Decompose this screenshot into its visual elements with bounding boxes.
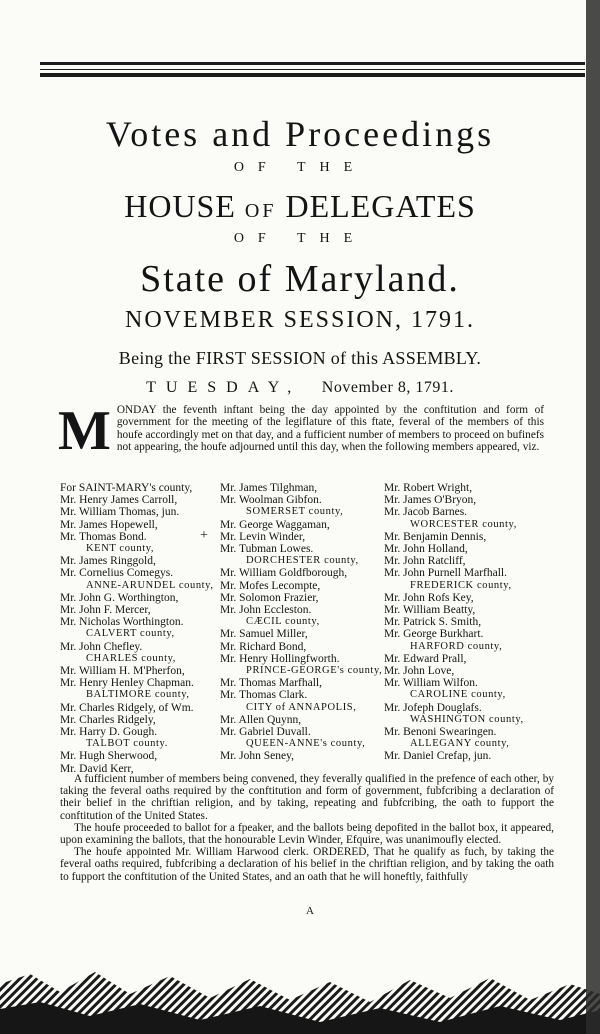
member-name: Mr. Jofeph Douglafs.: [384, 701, 482, 714]
member-name: Mr. Henry James Carroll,: [60, 494, 178, 507]
member-name: Mr. Solomon Frazier,: [220, 591, 319, 604]
county-heading: SOMERSET county,: [246, 506, 344, 518]
assembly-subtitle: Being the FIRST SESSION of this ASSEMBLY.: [118, 348, 482, 368]
county-heading: WASHINGTON county,: [410, 713, 524, 725]
members-column-2: [220, 482, 390, 763]
member-name: Mr. James Tilghman,: [220, 482, 318, 494]
member-name: Mr. Edward Prall,: [384, 652, 467, 665]
county-heading: CÆCIL county,: [246, 616, 320, 628]
county-heading: FREDERICK county,: [410, 579, 512, 591]
county-heading: BALTIMORE county,: [86, 689, 190, 701]
member-name: Mr. Henry Henley Chapman.: [60, 677, 194, 690]
member-name: Mr. John Chefley.: [60, 640, 143, 653]
member-name: Mr. William Goldfborough,: [220, 567, 348, 580]
scan-edge: [586, 0, 600, 1034]
county-heading: ALLEGANY county,: [410, 738, 510, 750]
member-name: For SAINT-MARY's county,: [60, 482, 193, 494]
member-name: Mr. Patrick S. Smith,: [384, 616, 482, 629]
county-heading: ANNE-ARUNDEL county,: [86, 579, 214, 591]
county-heading: CAROLINE county,: [410, 689, 506, 701]
date-line: [20, 379, 580, 397]
member-name: Mr. Mofes Lecompte,: [220, 579, 321, 592]
member-name: Mr. Hugh Sherwood,: [60, 750, 158, 763]
county-heading: HARFORD county,: [410, 640, 503, 652]
date-value: November 8, 1791.: [321, 379, 454, 396]
intro-paragraph: [58, 400, 544, 462]
member-name: Mr. John Purnell Marfhall.: [384, 567, 507, 580]
paragraph: The houfe appointed Mr. William Harwood clerk. ORDERED, That he qualify as fuch, by taking the feveral oaths required, fubfcribing a declaration of his belief in the chriftian religion, and by taking the oath to fupport the conftitution of the United States, and an oath that he will honeftly, faithfully: [60, 846, 554, 883]
member-name: Mr. Jacob Barnes.: [384, 506, 468, 519]
member-name: Mr. Samuel Miller,: [220, 628, 308, 641]
state-title: State of Maryland.: [140, 258, 460, 300]
header-rule: [40, 73, 585, 77]
proceedings-text: [60, 773, 554, 883]
member-name: Mr. Henry Hollingfworth.: [220, 652, 340, 665]
county-heading: CHARLES county,: [86, 652, 176, 664]
member-name: Mr. Robert Wright,: [384, 482, 473, 494]
member-name: Mr. John Holland,: [384, 543, 468, 556]
intro-text: ONDAY the feventh inftant being the day appointed by the conftitution and form of government for the meeting of the legiflature of this ftate, feveral of the members of this houfe accordingly met on that day, and a fufficient number of members to proceed on bufinefs not appearing, the houfe adjourned until this day, when the following members appeared, viz.: [116, 404, 544, 454]
members-column-1: [60, 482, 230, 775]
document-title: Votes and Proceedings: [105, 114, 495, 154]
member-name: Mr. John Seney,: [220, 750, 295, 763]
members-column-3: [384, 482, 574, 763]
county-heading: DORCHESTER county,: [246, 555, 359, 567]
member-name: Mr. Charles Ridgely, of Wm.: [60, 701, 194, 714]
county-heading: QUEEN-ANNE's county,: [246, 738, 366, 750]
house-word: HOUSE: [124, 188, 236, 224]
member-name: Mr. William H. M'Pherfon,: [60, 665, 185, 678]
torn-edge-damage: [0, 954, 600, 1034]
weekday: TUESDAY,: [146, 379, 302, 396]
member-name: Mr. James O'Bryon,: [384, 494, 477, 507]
member-name: Mr. Cornelius Comegys.: [60, 567, 174, 580]
county-heading: PRINCE-GEORGE's county,: [246, 665, 383, 677]
member-name: Mr. John F. Mercer,: [60, 604, 151, 617]
session-title: NOVEMBER SESSION, 1791.: [124, 307, 476, 333]
member-name: Mr. Benjamin Dennis,: [384, 530, 487, 543]
member-name: Mr. John G. Worthington,: [60, 591, 179, 604]
member-name: Mr. Harry D. Gough.: [60, 726, 158, 739]
member-name: Mr. William Thomas, jun.: [60, 506, 180, 519]
member-name: Mr. George Waggaman,: [220, 518, 330, 531]
title-connector: OF THE: [233, 160, 367, 175]
header-rule: [40, 62, 585, 65]
paragraph: The houfe proceeded to ballot for a fpeaker, and the ballots being depofited in the ballot box, it appeared, upon examining the ballots, that the honourable Levin Winder, Efquire, was unanimoufly elected.: [60, 821, 554, 847]
signature-mark: A: [306, 905, 314, 917]
member-name: Mr. Nicholas Worthington.: [60, 616, 184, 629]
county-heading: WORCESTER county,: [410, 518, 517, 530]
member-name: Mr. John Eccleston.: [220, 604, 312, 617]
member-name: Mr. Levin Winder,: [220, 530, 306, 543]
member-name: Mr. John Ratcliff,: [384, 555, 466, 568]
member-name: Mr. Allen Quynn,: [220, 713, 302, 726]
county-heading: CITY of ANNAPOLIS,: [246, 701, 357, 713]
member-name: Mr. Thomas Clark.: [220, 689, 308, 702]
member-name: Mr. David Kerr,: [60, 762, 134, 775]
paragraph: A fufficient number of members being convened, they feverally qualified in the prefence of each other, by taking the feveral oaths required by the conftitution and form of government, fubfcribing a declaration of their belief in the chriftian religion, and by taking, repeating and fubfcribing, the oath to fupport the conftitution of the United States.: [60, 773, 554, 822]
member-name: Mr. Woolman Gibfon.: [220, 494, 322, 507]
county-heading: KENT county,: [86, 543, 155, 555]
delegates-word: DELEGATES: [285, 188, 476, 224]
member-name: Mr. Richard Bond,: [220, 640, 307, 653]
member-name: Mr. Thomas Bond.: [60, 530, 147, 543]
of-word: OF: [244, 200, 277, 222]
member-name: Mr. James Hopewell,: [60, 518, 158, 531]
member-name: Mr. John Rofs Key,: [384, 591, 474, 604]
member-name: Mr. Charles Ridgely,: [60, 713, 156, 726]
member-name: Mr. Tubman Lowes.: [220, 543, 314, 556]
title-connector: OF THE: [233, 231, 367, 246]
house-title: [20, 188, 580, 225]
member-name: Mr. Gabriel Duvall.: [220, 726, 311, 739]
member-name: Mr. George Burkhart.: [384, 628, 484, 641]
member-name: Mr. John Love,: [384, 665, 455, 678]
member-name: Mr. Thomas Marfhall,: [220, 677, 322, 690]
member-name: Mr. Benoni Swearingen.: [384, 726, 497, 739]
drop-cap: M: [58, 400, 111, 462]
county-heading: CALVERT county,: [86, 628, 175, 640]
header-rule: [40, 69, 585, 70]
member-name: Mr. William Wilfon.: [384, 677, 478, 690]
member-name: Mr. Daniel Crefap, jun.: [384, 750, 492, 763]
member-name: Mr. William Beatty,: [384, 604, 476, 617]
county-heading: TALBOT county.: [86, 738, 168, 750]
margin-mark: +: [200, 528, 208, 543]
member-name: Mr. James Ringgold,: [60, 555, 156, 568]
